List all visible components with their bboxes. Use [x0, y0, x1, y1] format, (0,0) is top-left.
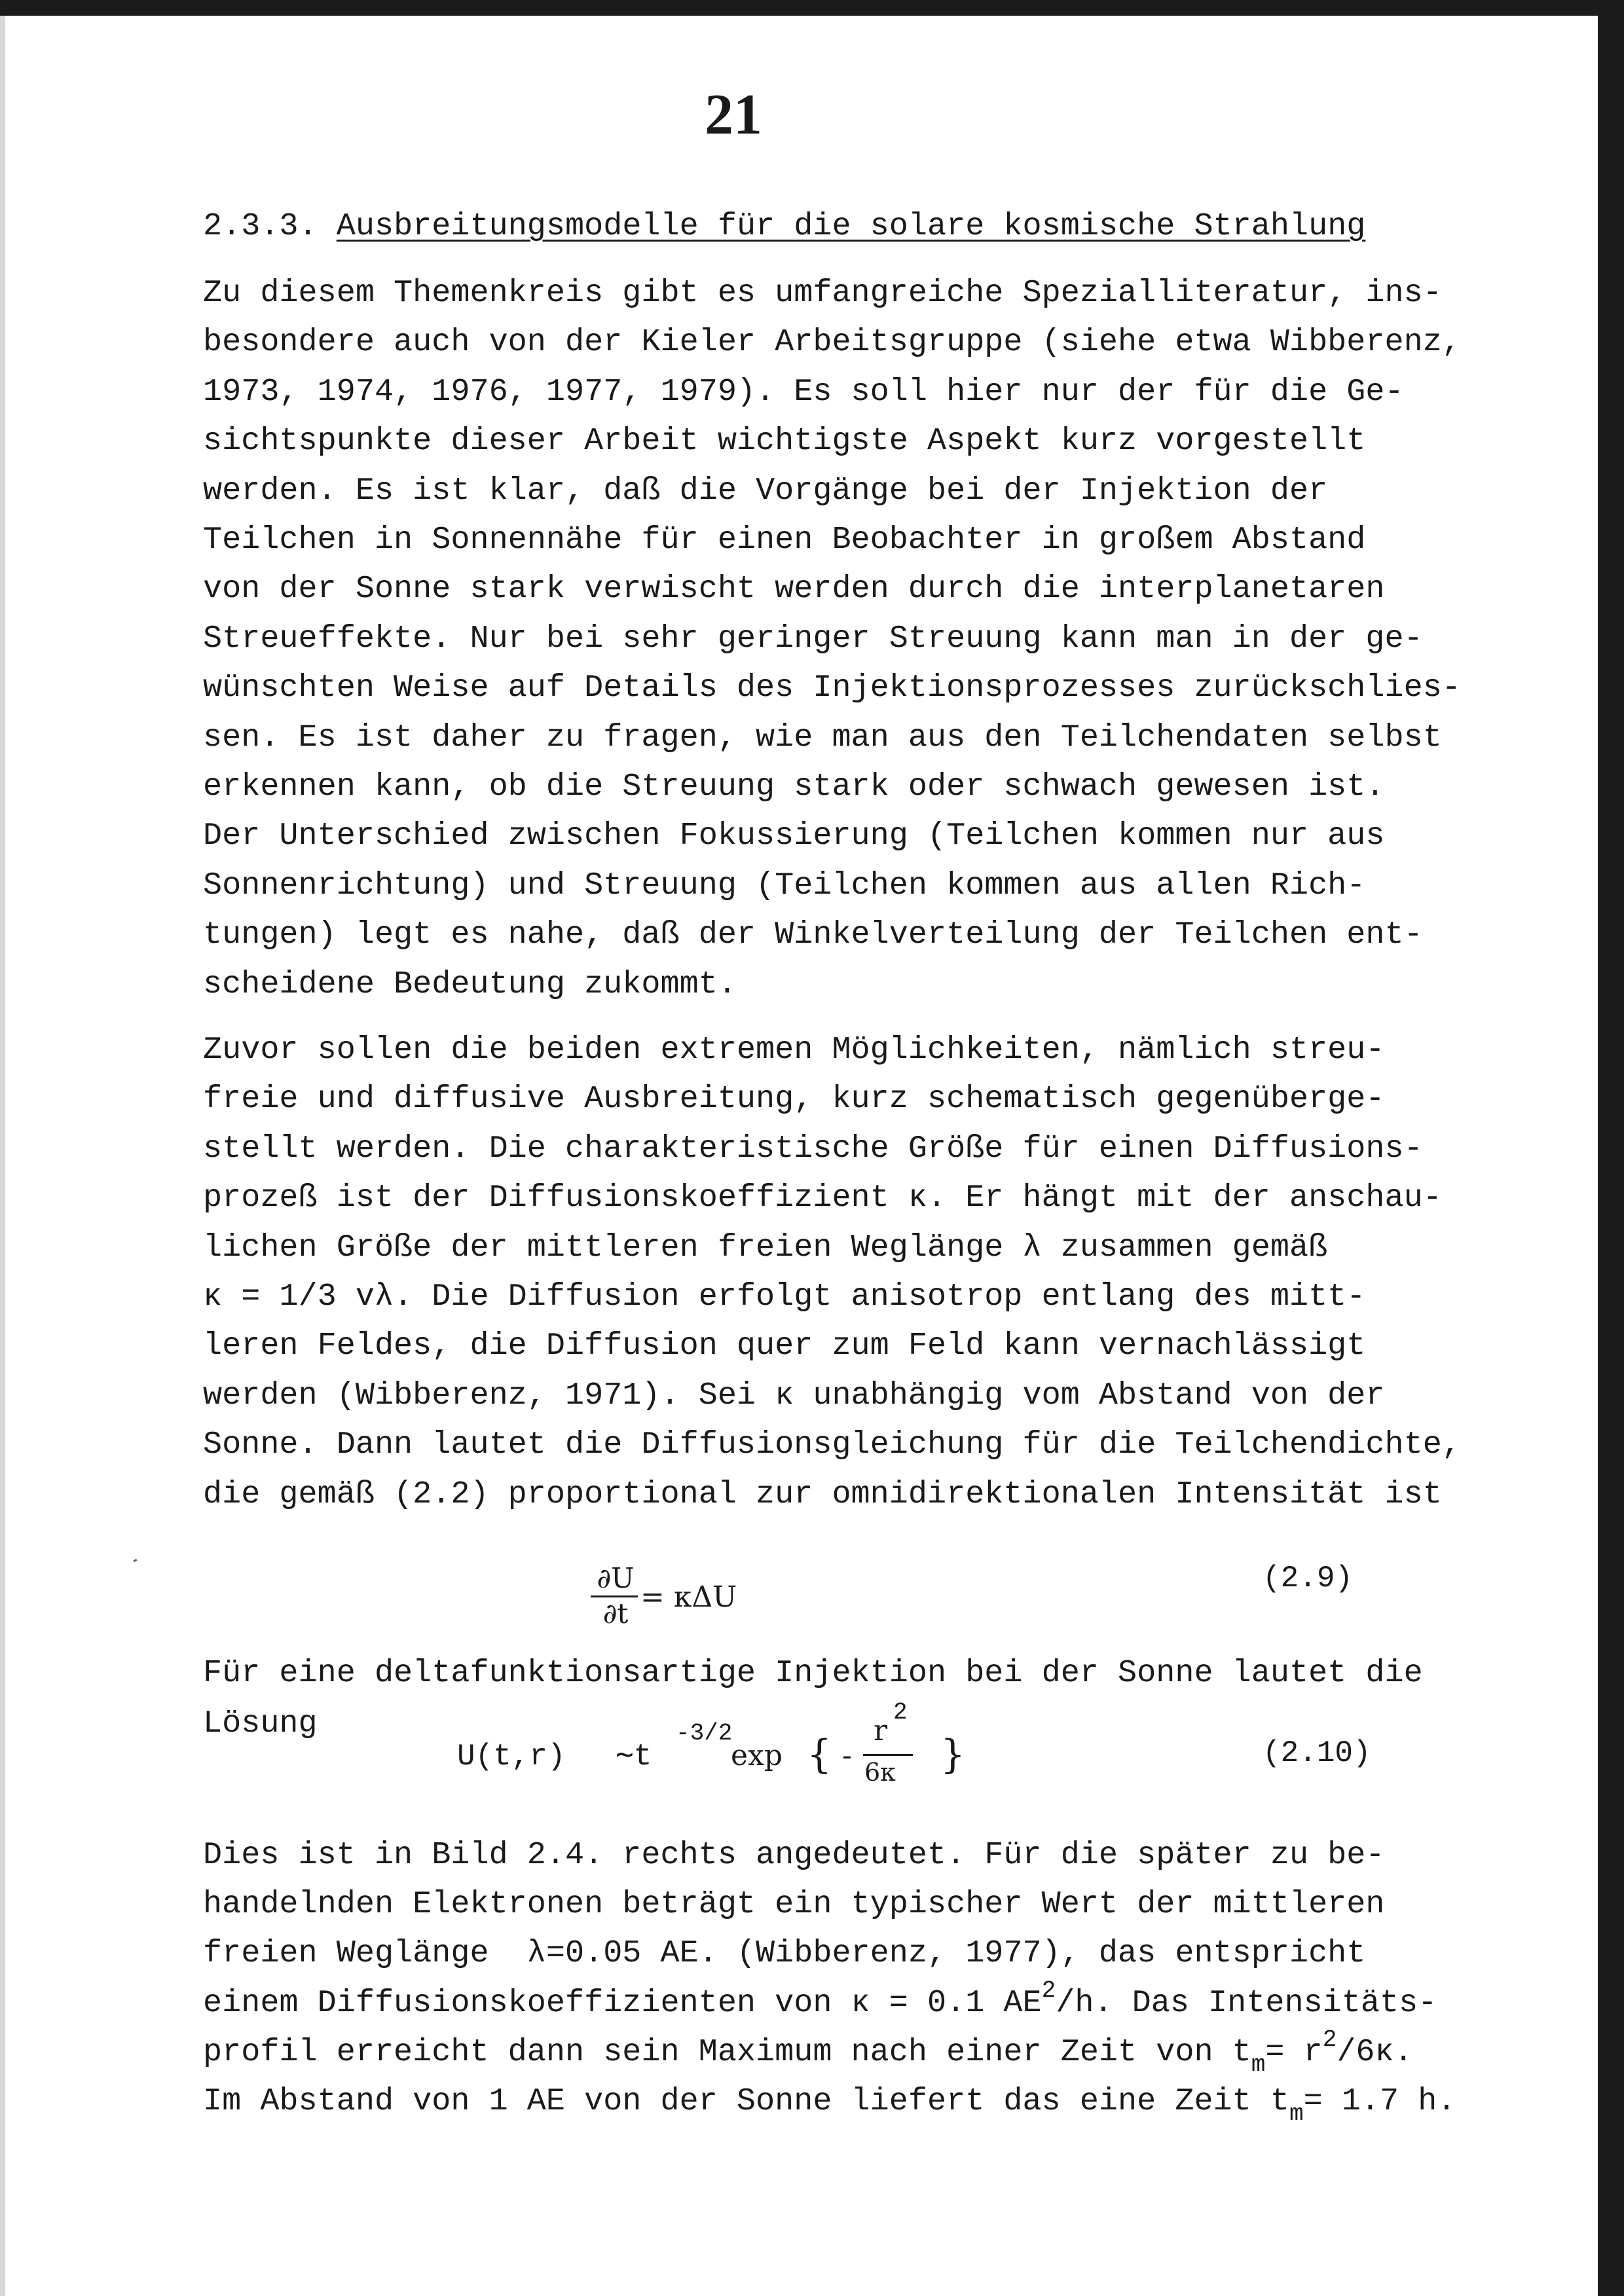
text-line: Lösung: [203, 1705, 318, 1741]
text-line: Sonnenrichtung) und Streuung (Teilchen kommen aus allen Rich-: [203, 867, 1366, 903]
text-line: κ = 1/3 vλ. Die Diffusion erfolgt anisotrop entlang des mitt-: [203, 1279, 1366, 1315]
text-line: von der Sonne stark verwischt werden durch die interplanetaren: [203, 571, 1385, 607]
text-line: stellt werden. Die charakteristische Größe für einen Diffusions-: [203, 1131, 1423, 1167]
subscript: m: [1251, 2051, 1266, 2078]
section-number: 2.3.3.: [203, 208, 318, 244]
text-line: erkennen kann, ob die Streuung stark oder schwach gewesen ist.: [203, 769, 1385, 805]
text-line: tungen) legt es nahe, daß der Winkelverteilung der Teilchen ent-: [203, 917, 1423, 953]
equation-denominator: 6κ: [864, 1758, 896, 1787]
text-line: scheidene Bedeutung zukommt.: [203, 966, 737, 1002]
equation-open-brace: {: [807, 1732, 832, 1777]
text-line: Zuvor sollen die beiden extremen Möglichkeiten, nämlich streu-: [203, 1032, 1385, 1068]
text-line: sen. Es ist daher zu fragen, wie man aus den Teilchendaten selbst: [203, 720, 1442, 756]
text-line: Sonne. Dann lautet die Diffusionsgleichung für die Teilchendichte,: [203, 1427, 1461, 1463]
equation-exp: exp: [731, 1739, 783, 1772]
text-line: wünschten Weise auf Details des Injektionsprozesses zurückschlies-: [203, 670, 1461, 706]
text-line: [203, 2083, 1456, 2127]
text-line: besondere auch von der Kieler Arbeitsgruppe (siehe etwa Wibberenz,: [203, 324, 1461, 360]
section-title: Ausbreitungsmodelle für die solare kosmische Strahlung: [336, 208, 1366, 244]
text-run: = 1.7 h.: [1303, 2083, 1456, 2119]
scan-speck: [134, 1559, 138, 1562]
equation-exponent: -3/2: [676, 1720, 733, 1747]
equation-rhs: = κΔU: [640, 1580, 737, 1614]
text-line: freien Weglänge λ=0.05 AE. (Wibberenz, 1977), das entspricht: [203, 1935, 1366, 1971]
superscript: 2: [1322, 2026, 1337, 2053]
text-line: [203, 1977, 1437, 2021]
subscript: m: [1289, 2100, 1304, 2127]
equation-numerator: ∂U: [597, 1562, 635, 1594]
text-line: Der Unterschied zwischen Fokussierung (Teilchen kommen nur aus: [203, 818, 1385, 854]
superscript: 2: [1041, 1977, 1056, 2004]
equation-numerator: r: [874, 1714, 888, 1747]
text-line: Dies ist in Bild 2.4. rechts angedeutet. Für die später zu be-: [203, 1837, 1385, 1873]
page-number: 21: [705, 83, 762, 147]
text-run: einem Diffusionskoeffizienten von κ = 0.1 AE: [203, 1985, 1042, 2021]
equation-tilde-t: ∼t: [616, 1740, 652, 1774]
equation-number: (2.9): [1263, 1561, 1354, 1595]
equation-lhs: U(t,r): [457, 1740, 566, 1774]
fraction-bar: [863, 1754, 913, 1756]
section-heading: [203, 208, 1366, 244]
text-line: Streueffekte. Nur bei sehr geringer Streuung kann man in der ge-: [203, 621, 1423, 657]
text-run: = r: [1265, 2034, 1323, 2070]
text-line: Teilchen in Sonnennähe für einen Beobachter in großem Abstand: [203, 522, 1366, 558]
text-line: werden (Wibberenz, 1971). Sei κ unabhängig vom Abstand von der: [203, 1377, 1385, 1413]
text-run: /h. Das Intensitäts-: [1056, 1985, 1437, 2021]
equation-close-brace: }: [940, 1732, 966, 1777]
equation-minus: -: [842, 1739, 852, 1772]
scan-border-left: [0, 16, 5, 2296]
text-line: werden. Es ist klar, daß die Vorgänge bei der Injektion der: [203, 473, 1328, 509]
text-line: Zu diesem Themenkreis gibt es umfangreiche Spezialliteratur, ins-: [203, 275, 1442, 311]
equation-numerator-power: 2: [893, 1699, 908, 1726]
scan-border-right: [1598, 0, 1624, 2296]
text-run: /6κ.: [1337, 2034, 1413, 2070]
text-line: Für eine deltafunktionsartige Injektion bei der Sonne lautet die: [203, 1655, 1423, 1691]
equation-denominator: ∂t: [602, 1597, 629, 1630]
text-run: profil erreicht dann sein Maximum nach einer Zeit von t: [203, 2034, 1251, 2070]
text-line: freie und diffusive Ausbreitung, kurz schematisch gegenüberge-: [203, 1081, 1385, 1117]
text-line: lichen Größe der mittleren freien Weglänge λ zusammen gemäß: [203, 1230, 1328, 1266]
equation-number: (2.10): [1263, 1736, 1371, 1770]
scan-border-top: [0, 0, 1624, 16]
text-line: sichtspunkte dieser Arbeit wichtigste Aspekt kurz vorgestellt: [203, 423, 1366, 459]
text-line: leren Feldes, die Diffusion quer zum Feld kann vernachlässigt: [203, 1328, 1366, 1364]
text-line: handelnden Elektronen beträgt ein typischer Wert der mittleren: [203, 1886, 1385, 1922]
text-line: [203, 2026, 1413, 2078]
text-line: prozeß ist der Diffusionskoeffizient κ. Er hängt mit der anschau-: [203, 1180, 1442, 1216]
text-line: 1973, 1974, 1976, 1977, 1979). Es soll hier nur der für die Ge-: [203, 374, 1404, 410]
text-line: die gemäß (2.2) proportional zur omnidirektionalen Intensität ist: [203, 1476, 1442, 1512]
text-run: Im Abstand von 1 AE von der Sonne liefert das eine Zeit t: [203, 2083, 1289, 2119]
